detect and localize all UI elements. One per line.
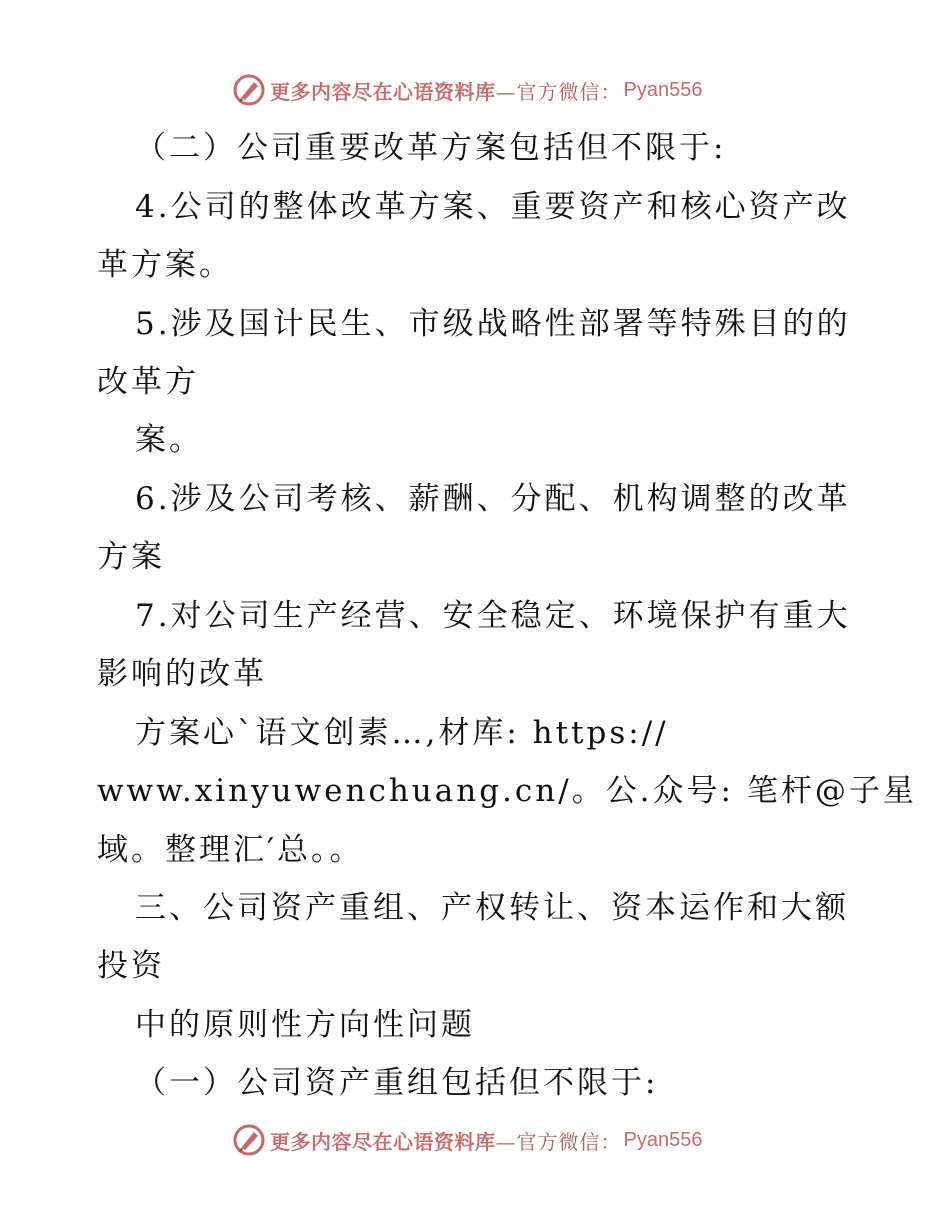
text-line: 5.涉及国计民生、市级战略性部署等特殊目的的: [135, 306, 851, 342]
watermark-wechat-id: Pyan556: [623, 78, 703, 101]
text-line: 方案心`语文创素…,材库: https://: [135, 715, 669, 751]
text-line: 方案: [97, 539, 165, 575]
text-line: 7.对公司生产经营、安全稳定、环境保护有重大: [135, 598, 851, 634]
watermark-separator: —官方微信：: [495, 79, 622, 104]
text-line: www.xinyuwenchuang.cn/。公.众号: 笔杆@子星: [97, 773, 917, 809]
header-watermark: [232, 72, 702, 108]
section-heading-2: （二）公司重要改革方案包括但不限于:: [135, 130, 727, 166]
text-line: 中的原则性方向性问题: [135, 1007, 475, 1043]
text-line: 6.涉及公司考核、薪酬、分配、机构调整的改革: [135, 481, 851, 517]
section-heading-3: 三、公司资产重组、产权转让、资本运作和大额: [135, 890, 849, 926]
watermark-title: 更多内容尽在心语资料库: [270, 1129, 496, 1154]
text-line: 4.公司的整体改革方案、重要资产和核心资产改: [135, 189, 851, 225]
watermark-separator: —官方微信：: [495, 1129, 622, 1154]
text-line: 域。整理汇′总。。: [97, 832, 364, 868]
text-line: 革方案。: [97, 247, 233, 283]
watermark-title: 更多内容尽在心语资料库: [270, 79, 496, 104]
text-line: 案。: [135, 422, 203, 458]
text-line: 影响的改革: [97, 656, 267, 692]
footer-watermark: [232, 1122, 702, 1158]
watermark-wechat-id: Pyan556: [623, 1128, 703, 1151]
pen-logo-icon: [232, 1123, 266, 1157]
text-line: 改革方: [97, 364, 199, 400]
subsection-heading: （一）公司资产重组包括但不限于:: [135, 1065, 659, 1101]
pen-logo-icon: [232, 73, 266, 107]
text-line: 投资: [97, 948, 165, 984]
